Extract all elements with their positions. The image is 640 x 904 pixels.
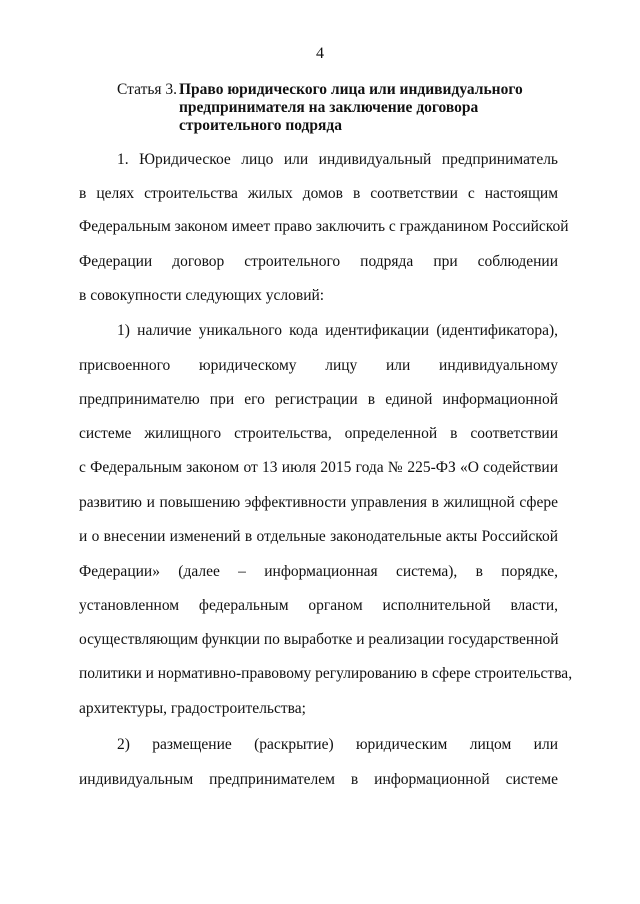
article-title-line: Право юридического лица или индивидуального [179, 81, 523, 98]
paragraph-2-line: архитектуры, градостроительства; [79, 700, 306, 717]
paragraph-1-line: 1. Юридическое лицо или индивидуальный предприниматель [117, 151, 558, 168]
paragraph-3-line: 2) размещение (раскрытие) юридическим лицом или [117, 736, 558, 753]
paragraph-1-line: в целях строительства жилых домов в соответствии с настоящим [79, 185, 558, 202]
paragraph-2-line: и о внесении изменений в отдельные законодательные акты Российской [79, 528, 558, 545]
paragraph-2-line: установленном федеральным органом исполнительной власти, [79, 597, 558, 614]
paragraph-2-line: присвоенного юридическому лицу или индивидуальному [79, 357, 558, 374]
article-title-line: строительного подряда [179, 117, 342, 134]
article-number: Статья 3. [117, 81, 178, 98]
paragraph-2-line: 1) наличие уникального кода идентификации (идентификатора), [117, 322, 558, 339]
paragraph-2-line: предпринимателю при его регистрации в единой информационной [79, 391, 558, 408]
article-title [179, 81, 579, 135]
paragraph-2-line: Федерации» (далее – информационная система), в порядке, [79, 563, 558, 580]
paragraph-2-line: системе жилищного строительства, определенной в соответствии [79, 425, 558, 442]
article-title-line: предпринимателя на заключение договора [179, 99, 479, 116]
paragraph-2-line: с Федеральным законом от 13 июля 2015 года № 225-ФЗ «О содействии [79, 459, 558, 476]
paragraph-1-line: Федеральным законом имеет право заключить с гражданином Российской [79, 218, 569, 235]
paragraph-1-line: Федерации договор строительного подряда при соблюдении [79, 253, 558, 270]
paragraph-2-line: осуществляющим функции по выработке и реализации государственной [79, 631, 559, 648]
paragraph-1-line: в совокупности следующих условий: [79, 287, 325, 304]
paragraph-2-line: политики и нормативно-правовому регулированию в сфере строительства, [79, 665, 573, 682]
paragraph-2-line: развитию и повышению эффективности управления в жилищной сфере [79, 494, 558, 511]
paragraph-3-line: индивидуальным предпринимателем в информационной системе [79, 771, 558, 788]
page-number: 4 [316, 45, 324, 62]
